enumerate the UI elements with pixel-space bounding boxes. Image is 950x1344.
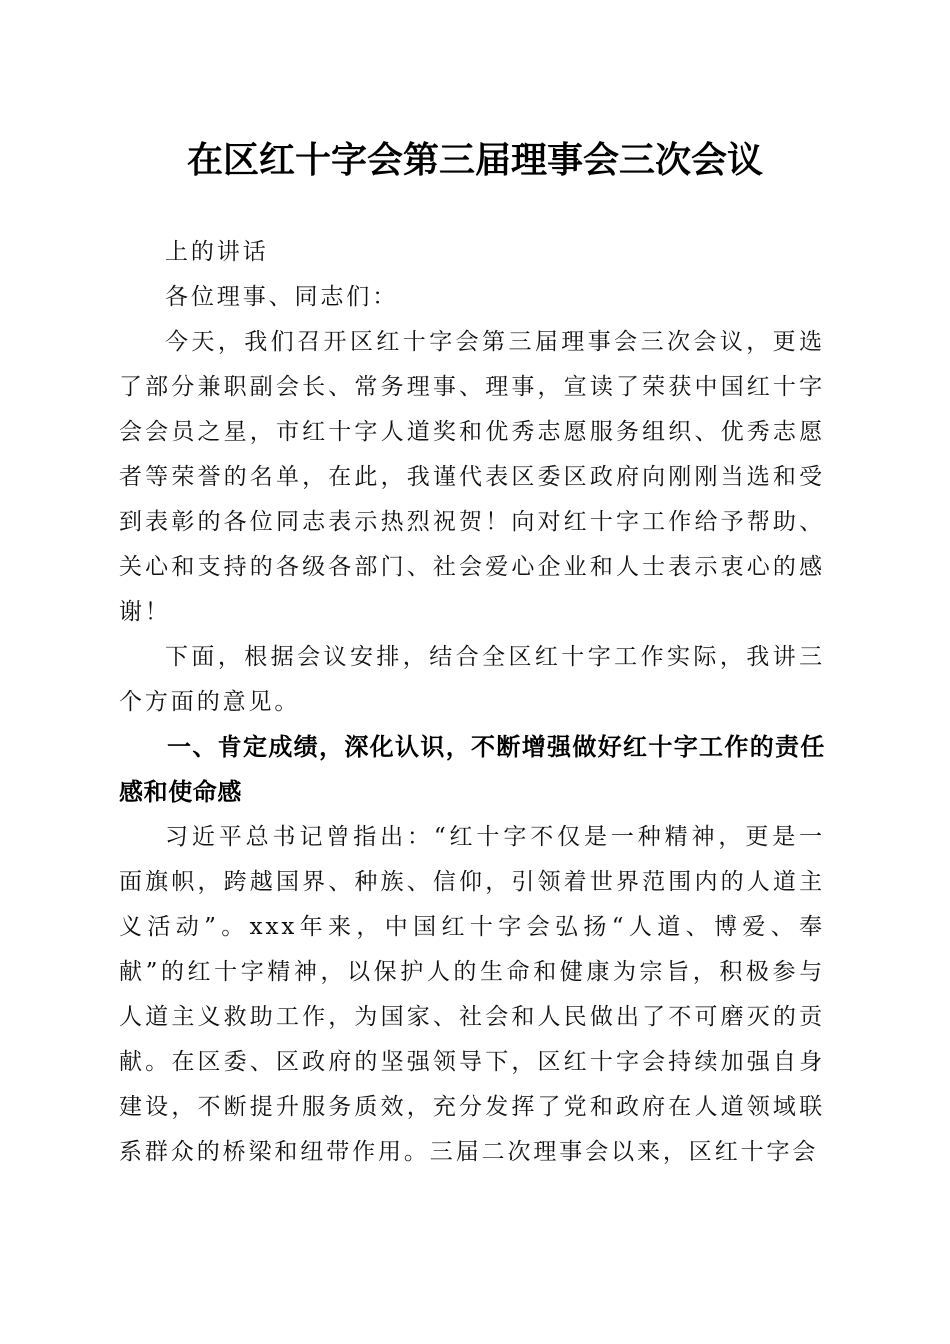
paragraph-outline: 下面，根据会议安排，结合全区红十字工作实际，我讲三个方面的意见。 xyxy=(119,644,825,715)
salutation: 各位理事、同志们： xyxy=(165,284,399,310)
paragraph-section-1: 习近平总书记曾指出：“红十字不仅是一种精神，更是一面旗帜，跨越国界、种族、信仰，引领着世界范围内的人道主义活动”。xxx年来，中国红十字会弘扬“人道、博爱、奉献”的红十字精神，以保护人的生命和健康为宗旨，积极参与人道主义救助工作，为国家、社会和人民做出了不可磨灭的贡献。在区委、区政府的坚强领导下，区红十字会持续加强自身建设，不断提升服务质效，充分发挥了党和政府在人道领域联系群众的桥梁和纽带作用。三届二次理事会以来，区红十字会 xyxy=(119,824,825,1165)
document-body xyxy=(119,230,825,1175)
section-heading-1: 一、肯定成绩，深化认识，不断增强做好红十字工作的责任感和使命感 xyxy=(119,733,825,806)
paragraph-opening: 今天，我们召开区红十字会第三届理事会三次会议，更选了部分兼职副会长、常务理事、理事，宣读了荣获中国红十字会会员之星，市红十字人道奖和优秀志愿服务组织、优秀志愿者等荣誉的名单，在此，我谨代表区委区政府向刚刚当选和受到表彰的各位同志表示热烈祝贺！向对红十字工作给予帮助、关心和支持的各级各部门、社会爱心企业和人士表示衷心的感谢！ xyxy=(119,329,825,625)
document-title: 在区红十字会第三届理事会三次会议 xyxy=(186,139,763,181)
subtitle-line: 上的讲话 xyxy=(165,239,269,265)
